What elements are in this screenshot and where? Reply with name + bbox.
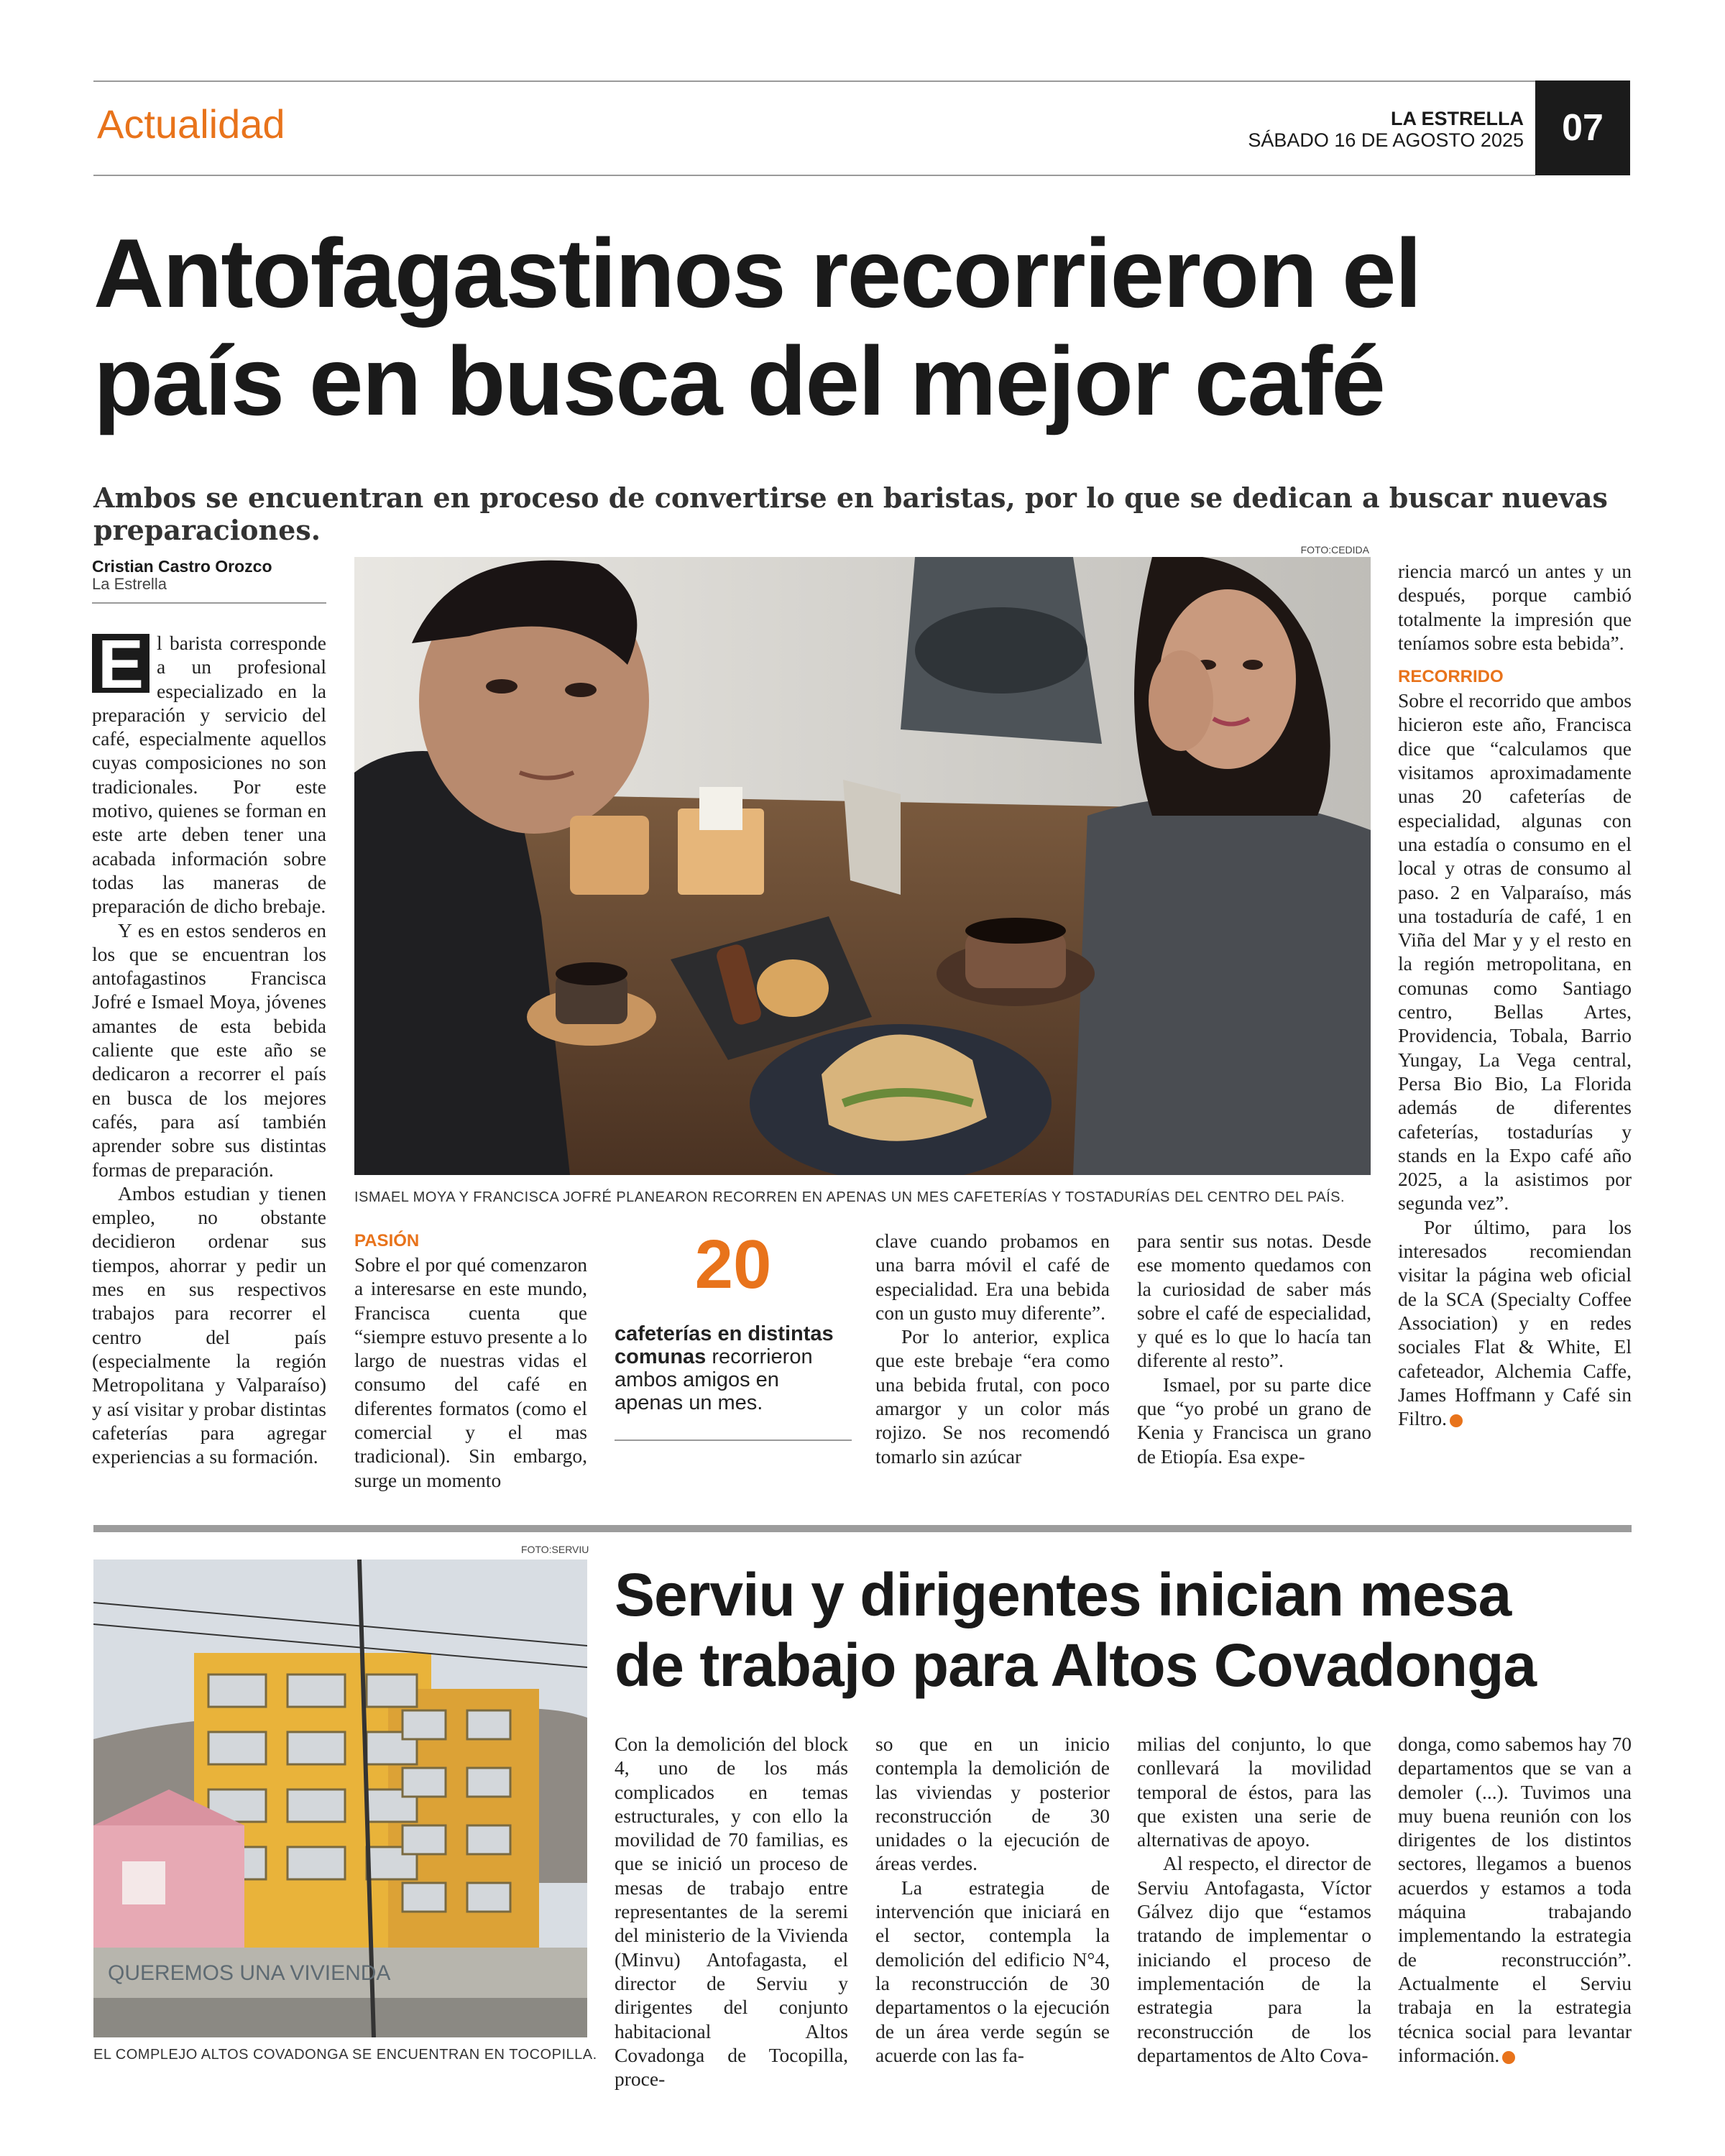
section-subtitle-pasion: PASIÓN: [354, 1231, 420, 1250]
section-divider: [93, 1525, 1632, 1532]
paragraph: clave cuando probamos en una barra móvil el café de especialidad. Era una bebida con un gusto muy diferente”.: [875, 1230, 1110, 1324]
paragraph: [1398, 1215, 1632, 1431]
page-number: 07: [1535, 80, 1630, 175]
pull-quote-rest: recorrieron ambos amigos en apenas un mes.: [615, 1345, 813, 1414]
article-column-1: [615, 1732, 848, 2091]
article-column-2: [354, 1229, 587, 1492]
article-column-5: [1398, 559, 1632, 1430]
paragraph: Al respecto, el director de Serviu Antofagasta, Víctor Gálvez dijo que “estamos tratando de implementar o iniciando el proceso de implementación de la estrategia para la reconstrucción de los departamentos de Alto Cova-: [1137, 1852, 1371, 2066]
article-headline: [93, 219, 1632, 435]
cafe-photo: [354, 557, 1371, 1175]
paragraph-text: donga, como sabemos hay 70 departamentos que se van a demoler (...). Tuvimos una muy buena reunión con los dirigentes de los distintos sectores, llegamos a buenos acuerdos y estamos a toda máquina trabajando implementando la estrategia de reconstrucción”. Actualmente el Serviu trabaja en la estrategia técnica social para levantar información.: [1398, 1733, 1632, 2066]
mural-text: QUEREMOS UNA VIVIENDA: [108, 1961, 391, 1985]
paragraph: Sobre el recorrido que ambos hicieron este año, Francisca dice que “calculamos que visitamos aproximadamente unas 20 cafeterías de especialidad, algunas con una estadía o consumo en el local y otras de consumo al paso. 2 en Valparaíso, más una tostaduría de café, 1 en Viña del Mar y y el resto en la región metropolitana, en comunas como Santiago centro, Bellas Artes, Providencia, Tobala, Barrio Yungay, La Vega central, Persa Bio Bio, La Florida además de diferentes cafeterías, tostadurías y stands en la Expo café año 2025, a la asistimos por segunda vez”.: [1398, 689, 1632, 1215]
newspaper-name: LA ESTRELLA: [1391, 108, 1524, 129]
article-headline: [615, 1560, 1635, 1700]
photo-caption: ISMAEL MOYA Y FRANCISCA JOFRÉ PLANEARON RECORREN EN APENAS UN MES CAFETERÍAS Y TOSTADURÍAS DEL CENTRO DEL PAÍS.: [354, 1189, 1346, 1205]
paragraph: Ambos estudian y tienen empleo, no obstante decidieron ordenar sus tiempos, ahorrar y pedir un mes en sus respectivos trabajos para recorrer el centro del país (especialmente la región Metropolitana y Valparaíso) y así visitar y probar distintas cafeterías para agregar experiencias a su formación.: [92, 1181, 326, 1468]
paragraph: so que en un inicio contempla la demolición de las viviendas y posterior reconstrucción de 30 unidades o la ejecución de áreas verdes.: [875, 1733, 1110, 1875]
paragraph-text: Por último, para los interesados recomiendan visitar la página web oficial de la SCA (Specialty Coffee Association) y en redes sociales Flat & White, El cafeteador, Alchemia Caffe, James Hoffmann y Café sin Filtro.: [1398, 1215, 1632, 1430]
article-column-4: [1137, 1229, 1371, 1468]
building-photo-illustration: [93, 1560, 587, 2037]
byline-organization: La Estrella: [92, 575, 167, 593]
article-subheading: Ambos se encuentran en proceso de convertirse en baristas, por lo que se dedican a buscar nuevas preparaciones.: [93, 482, 1608, 546]
headline-line-1: Serviu y dirigentes inician mesa: [615, 1561, 1512, 1628]
paragraph: La estrategia de intervención que iniciará en el sector, contempla la demolición del edificio N°4, la reconstrucción de 30 departamentos o la ejecución de un área verde según se acuerde con las fa-: [875, 1876, 1110, 2066]
pull-quote-text: [615, 1322, 852, 1414]
paragraph: l barista corresponde a un profesional especializado en la preparación y servicio del café, especialmente aquellos cuyas composiciones no son tradicionales. Por este motivo, quienes se forman en este arte deben tener una acabada información sobre todas las maneras de preparación de dicho brebaje.: [92, 632, 326, 918]
pull-quote-bold: cafeterías en distintas comunas: [615, 1322, 834, 1368]
paragraph: Sobre el por qué comenzaron a interesarse en este mundo, Francisca cuenta que “siempre estuvo presente a lo largo de nuestras vidas el consumo del café en diferentes formatos (como el comercial y el mas tradicional). Sin embargo, surge un momento: [354, 1253, 587, 1491]
pull-quote-number: 20: [694, 1226, 772, 1303]
building-photo: [93, 1560, 587, 2037]
paragraph: [1398, 1732, 1632, 2067]
paragraph: riencia marcó un antes y un después, porque cambió totalmente la impresión que teníamos sobre esta bebida”.: [1398, 560, 1632, 654]
issue-date: SÁBADO 16 DE AGOSTO 2025: [1248, 129, 1524, 151]
photo-credit: FOTO:CEDIDA: [1300, 544, 1369, 556]
paragraph: Por lo anterior, explica que este brebaje “era como una bebida frutal, con poco amargor y un color más rojizo. Se nos recomendó tomarlo sin azúcar: [875, 1325, 1110, 1468]
article-column-2: [875, 1732, 1110, 2067]
article-column-3: [875, 1229, 1110, 1468]
article-column-3: [1137, 1732, 1371, 2067]
photo-caption: EL COMPLEJO ALTOS COVADONGA SE ENCUENTRAN EN TOCOPILLA.: [93, 2047, 597, 2063]
byline-author: Cristian Castro Orozco: [92, 557, 272, 576]
drop-cap: E: [92, 634, 150, 693]
paragraph: Y es en estos senderos en los que se encuentran los antofagastinos Francisca Jofré e Ismael Moya, jóvenes amantes de esta bebida caliente que este año se dedicaron a recorrer el país en busca de los mejores cafés, para así también aprender sobre sus distintas formas de preparación.: [92, 918, 326, 1181]
paragraph: Con la demolición del block 4, uno de los más complicados en temas estructurales, y con ello la movilidad de 70 familias, es que se inició un proceso de mesas de trabajo entre representantes de la seremi del ministerio de la Vivienda (Minvu) Antofagasta, el director de Serviu y dirigentes del conjunto habitacional Altos Covadonga de Tocopilla, proce-: [615, 1733, 848, 2091]
headline-line-1: Antofagastinos recorrieron el: [93, 218, 1421, 328]
headline-line-2: de trabajo para Altos Covadonga: [615, 1631, 1537, 1699]
photo-credit: FOTO:SERVIU: [521, 1544, 589, 1555]
paragraph: milias del conjunto, lo que conllevará la movilidad temporal de éstos, para las que existen una serie de alternativas de apoyo.: [1137, 1733, 1371, 1851]
headline-line-2: país en busca del mejor café: [93, 326, 1384, 436]
article-column-1: [92, 626, 326, 1468]
section-label: Actualidad: [97, 101, 285, 147]
end-mark-icon: [1502, 2051, 1515, 2064]
paragraph: Ismael, por su parte dice que “yo probé un grano de Kenia y Francisca un grano de Etiopía. Esa expe-: [1137, 1373, 1371, 1468]
article-column-4: [1398, 1732, 1632, 2067]
end-mark-icon: [1450, 1414, 1463, 1427]
paragraph: para sentir sus notas. Desde ese momento quedamos con la curiosidad de saber más sobre el café de especialidad, y qué es lo que lo hacía tan diferente al resto”.: [1137, 1230, 1371, 1372]
section-subtitle-recorrido: RECORRIDO: [1398, 667, 1504, 687]
cafe-photo-illustration: [354, 557, 1371, 1175]
